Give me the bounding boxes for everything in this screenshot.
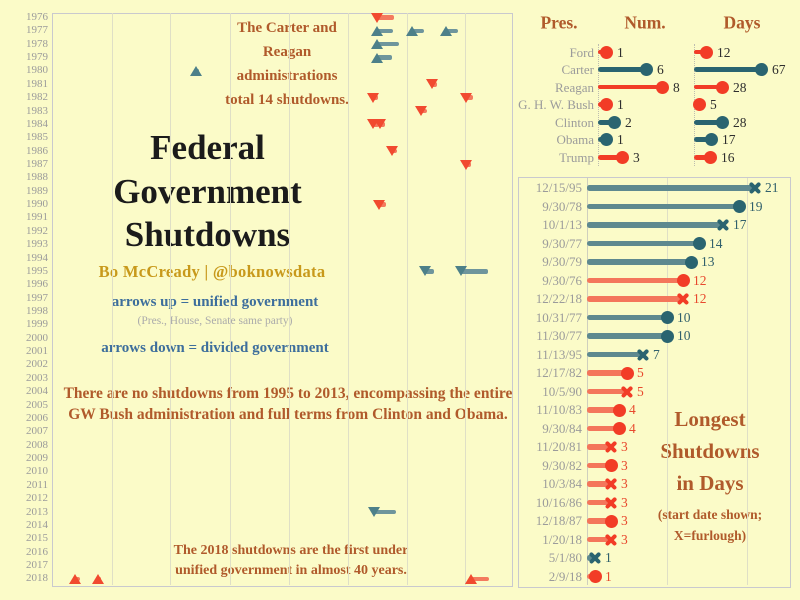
furlough-x-mark (677, 293, 690, 306)
shutdown-days-value: 19 (749, 198, 763, 214)
shutdown-bar (587, 204, 739, 209)
shutdown-arrow-down (368, 507, 380, 517)
furlough-x-mark (589, 552, 602, 565)
annotation-line: Reagan (262, 44, 312, 60)
year-axis-label: 2016 (26, 545, 48, 558)
shutdown-arrow-up (371, 39, 383, 49)
timeline-gridline (230, 13, 231, 585)
annotation-2018 (146, 541, 436, 581)
shutdown-days-value: 5 (637, 365, 644, 380)
days-dot (704, 151, 717, 164)
days-dot (716, 81, 729, 94)
longest-title-line: Shutdowns (660, 439, 760, 463)
shutdown-days-value: 14 (709, 235, 723, 251)
days-dot (705, 133, 718, 146)
shutdown-days-value: 4 (629, 420, 636, 436)
shutdown-date-label: 9/30/77 (542, 235, 582, 251)
year-axis-label: 2002 (26, 358, 48, 371)
shutdown-days-value: 7 (653, 346, 660, 362)
year-axis-label: 1999 (26, 318, 48, 331)
year-axis-label: 2018 (26, 572, 48, 585)
shutdown-date-label: 12/22/18 (535, 291, 582, 306)
shutdown-dot (589, 570, 602, 583)
year-axis-label: 1979 (26, 51, 48, 64)
shutdown-date-label: 5/1/80 (548, 550, 582, 565)
shutdown-dot (613, 404, 626, 417)
year-axis-label: 2000 (26, 331, 48, 344)
furlough-x-mark (605, 533, 618, 546)
longest-axis-line (587, 178, 588, 585)
num-dot (608, 116, 621, 129)
shutdown-arrow-up (190, 66, 202, 76)
shutdown-dot (605, 459, 618, 472)
annotation-no-shutdowns-gap (63, 383, 513, 425)
longest-gridline (747, 178, 748, 585)
num-value: 1 (617, 97, 624, 113)
shutdown-date-label: 11/30/77 (536, 328, 582, 343)
year-axis-label: 1983 (26, 104, 48, 117)
year-axis-label: 2017 (26, 558, 48, 571)
year-axis-label: 2008 (26, 438, 48, 451)
shutdown-date-label: 11/13/95 (536, 346, 582, 362)
year-axis-label: 1991 (26, 211, 48, 224)
days-value: 17 (722, 132, 736, 148)
annotation-line: unified government in almost 40 years. (175, 563, 407, 578)
annotation-line: total 14 shutdowns. (225, 92, 349, 108)
year-axis-label: 1994 (26, 251, 48, 264)
column-header-days: Days (723, 12, 761, 33)
shutdown-bar (587, 315, 667, 320)
shutdown-dot (733, 200, 746, 213)
shutdown-date-label: 10/1/13 (542, 217, 582, 232)
num-value: 1 (617, 44, 624, 60)
num-value: 8 (673, 79, 680, 95)
annotation-line: There are no shutdowns from 1995 to 2013, encompassing the entire (63, 385, 513, 402)
year-axis-label: 1977 (26, 24, 48, 37)
shutdown-days-value: 3 (621, 439, 628, 454)
shutdown-days-value: 3 (621, 531, 628, 547)
year-axis-label: 1989 (26, 184, 48, 197)
shutdown-date-label: 9/30/78 (542, 198, 582, 214)
shutdown-arrow-down (386, 146, 398, 156)
shutdown-days-value: 3 (621, 457, 628, 473)
shutdown-date-label: 12/15/95 (535, 180, 582, 195)
year-axis-label: 1987 (26, 158, 48, 170)
year-axis-label: 2013 (26, 505, 48, 518)
shutdown-arrow-down (374, 119, 386, 129)
page-title (30, 126, 385, 257)
longest-chart-title (630, 403, 790, 546)
year-axis-label: 1981 (26, 77, 48, 90)
num-dot (600, 98, 613, 111)
shutdown-arrow-up (406, 26, 418, 36)
num-value: 3 (633, 149, 640, 165)
shutdown-arrow-down (373, 200, 385, 210)
shutdown-date-label: 9/30/79 (542, 254, 582, 269)
longest-gridline (667, 178, 668, 585)
legend-up-note: (Pres., House, Senate same party) (137, 315, 293, 327)
num-dot (600, 133, 613, 146)
shutdown-arrow-down (419, 266, 431, 276)
president-label: Reagan (555, 79, 594, 95)
year-axis-label: 1998 (26, 305, 48, 318)
timeline-gridline (170, 13, 171, 585)
shutdown-bar (587, 278, 683, 283)
byline: Bo McCready | @boknowsdata (98, 262, 326, 281)
longest-title-line: in Days (676, 471, 744, 495)
year-axis-label: 2012 (26, 492, 48, 505)
shutdown-dot (685, 256, 698, 269)
annotation-carter-reagan (192, 16, 382, 112)
year-axis-label: 2003 (26, 371, 48, 384)
year-axis-label: 1985 (26, 131, 48, 144)
shutdown-arrow-down (426, 79, 438, 89)
num-dot (600, 46, 613, 59)
timeline-gridline (348, 13, 349, 585)
shutdown-date-label: 10/31/77 (535, 309, 582, 325)
shutdown-dot (677, 274, 690, 287)
year-axis-label: 2007 (26, 425, 48, 438)
president-label: Clinton (554, 114, 594, 130)
shutdown-date-label: 12/18/87 (535, 513, 582, 528)
longest-title-note: (start date shown; (657, 507, 763, 522)
shutdown-days-value: 3 (621, 513, 628, 528)
shutdown-date-label: 12/17/82 (535, 365, 582, 380)
furlough-x-mark (605, 441, 618, 454)
timeline-gridline (289, 13, 290, 585)
year-axis-label: 1997 (26, 291, 48, 304)
shutdown-days-value: 10 (677, 328, 691, 343)
year-axis-label: 1990 (26, 198, 48, 211)
year-axis-label: 1995 (26, 264, 48, 277)
shutdown-date-label: 10/5/90 (542, 383, 582, 399)
shutdown-days-value: 12 (693, 272, 707, 288)
shutdown-days-value: 13 (701, 254, 715, 269)
year-axis-label: 1996 (26, 278, 48, 291)
year-axis-label: 2009 (26, 452, 48, 465)
num-value: 6 (657, 62, 664, 78)
year-axis-label: 1986 (26, 144, 48, 157)
year-axis-label: 1980 (26, 64, 48, 77)
president-label: Obama (556, 132, 594, 148)
year-axis-label: 1978 (26, 37, 48, 50)
shutdown-arrow-down (415, 106, 427, 116)
shutdown-bar (587, 352, 643, 357)
days-line (694, 67, 761, 72)
shutdown-dot (621, 367, 634, 380)
year-axis-label: 1982 (26, 91, 48, 104)
num-value: 2 (625, 114, 632, 130)
president-label: Ford (569, 44, 594, 60)
longest-title-line: Longest (674, 407, 746, 431)
shutdown-dot (661, 311, 674, 324)
title-line-3: Shutdowns (124, 215, 291, 254)
num-line (598, 67, 646, 72)
year-axis-label: 2011 (26, 478, 48, 491)
furlough-x-mark (717, 219, 730, 232)
year-axis-label: 2005 (26, 398, 48, 411)
shutdown-days-value: 1 (605, 568, 612, 584)
year-axis-label: 1976 (26, 11, 48, 23)
shutdown-arrow-up (371, 53, 383, 63)
shutdown-dot (613, 422, 626, 435)
shutdown-arrow-up (69, 574, 81, 584)
days-value: 12 (717, 44, 731, 60)
title-line-1: Federal (150, 128, 265, 167)
shutdown-days-value: 12 (693, 291, 707, 306)
timeline-gridline (407, 13, 408, 585)
num-value: 1 (617, 132, 624, 148)
shutdown-dot (693, 237, 706, 250)
shutdown-date-label: 11/10/83 (536, 402, 582, 417)
column-header-num: Num. (624, 12, 666, 33)
num-dot (616, 151, 629, 164)
furlough-x-mark (621, 385, 634, 398)
shutdown-bar (587, 333, 667, 338)
year-axis-label: 2015 (26, 532, 48, 545)
days-value: 28 (733, 114, 747, 130)
president-label: G. H. W. Bush (518, 97, 594, 113)
shutdown-bar (587, 296, 683, 301)
shutdown-arrow-up (92, 574, 104, 584)
shutdown-date-label: 9/30/84 (542, 420, 582, 436)
shutdown-days-value: 21 (765, 180, 779, 195)
legend-arrows-down: arrows down = divided government (101, 340, 329, 356)
shutdown-arrow-down (455, 266, 467, 276)
shutdown-days-value: 1 (605, 550, 612, 565)
year-axis-label: 2014 (26, 518, 48, 531)
days-value: 16 (721, 149, 735, 165)
shutdown-date-label: 9/30/76 (542, 272, 582, 288)
days-dot (716, 116, 729, 129)
num-line (598, 85, 662, 90)
days-dot (700, 46, 713, 59)
days-value: 67 (772, 62, 786, 78)
annotation-line: administrations (236, 68, 338, 84)
shutdown-days-value: 17 (733, 217, 747, 232)
num-dot (640, 63, 653, 76)
shutdown-arrow-down (367, 93, 379, 103)
year-axis-label: 2010 (26, 465, 48, 478)
shutdown-bar (587, 241, 699, 246)
days-value: 28 (733, 79, 747, 95)
shutdown-arrow-up (371, 26, 383, 36)
shutdown-dot (605, 515, 618, 528)
shutdown-date-label: 10/16/86 (535, 494, 582, 510)
year-axis-label: 1993 (26, 238, 48, 251)
furlough-x-mark (749, 182, 762, 195)
longest-title-note: X=furlough) (673, 528, 747, 543)
furlough-x-mark (605, 496, 618, 509)
shutdown-arrow-down (460, 93, 472, 103)
shutdown-bar (587, 259, 691, 264)
days-value: 5 (710, 97, 717, 113)
furlough-x-mark (605, 478, 618, 491)
days-dot (693, 98, 706, 111)
title-line-2: Government (113, 171, 302, 211)
year-axis-label: 2006 (26, 411, 48, 424)
timeline-gridline (112, 13, 113, 585)
annotation-line: The Carter and (237, 20, 337, 36)
days-dot (755, 63, 768, 76)
shutdown-date-label: 9/30/82 (542, 457, 582, 473)
shutdown-days-value: 10 (677, 309, 691, 325)
shutdown-arrow-down (371, 13, 383, 23)
shutdown-days-value: 3 (621, 494, 628, 510)
shutdown-days-value: 4 (629, 402, 636, 417)
annotation-line: The 2018 shutdowns are the first under (173, 543, 409, 558)
year-axis-label: 2001 (26, 345, 48, 358)
shutdown-days-value: 5 (637, 383, 644, 399)
legend-arrows-up: arrows up = unified government (111, 294, 319, 310)
annotation-line: GW Bush administration and full terms from Clinton and Obama. (68, 406, 508, 423)
year-axis-label: 1988 (26, 171, 48, 184)
shutdown-date-label: 2/9/18 (548, 568, 582, 584)
shutdown-dot (661, 330, 674, 343)
shutdown-arrow-down (460, 160, 472, 170)
furlough-x-mark (637, 348, 650, 361)
column-header-pres: Pres. (540, 12, 578, 33)
shutdown-days-value: 3 (621, 476, 628, 491)
shutdown-arrow-up (440, 26, 452, 36)
president-label: Trump (559, 149, 594, 165)
year-axis-label: 1992 (26, 224, 48, 237)
shutdown-bar (587, 222, 723, 227)
shutdown-arrow-up (465, 574, 477, 584)
shutdown-date-label: 1/20/18 (542, 531, 582, 547)
president-label: Carter (561, 62, 594, 78)
shutdown-date-label: 10/3/84 (542, 476, 582, 491)
year-axis-label: 1984 (26, 117, 48, 130)
shutdown-date-label: 11/20/81 (536, 439, 582, 454)
num-dot (656, 81, 669, 94)
shutdown-bar (587, 185, 755, 190)
year-axis-label: 2004 (26, 385, 48, 398)
